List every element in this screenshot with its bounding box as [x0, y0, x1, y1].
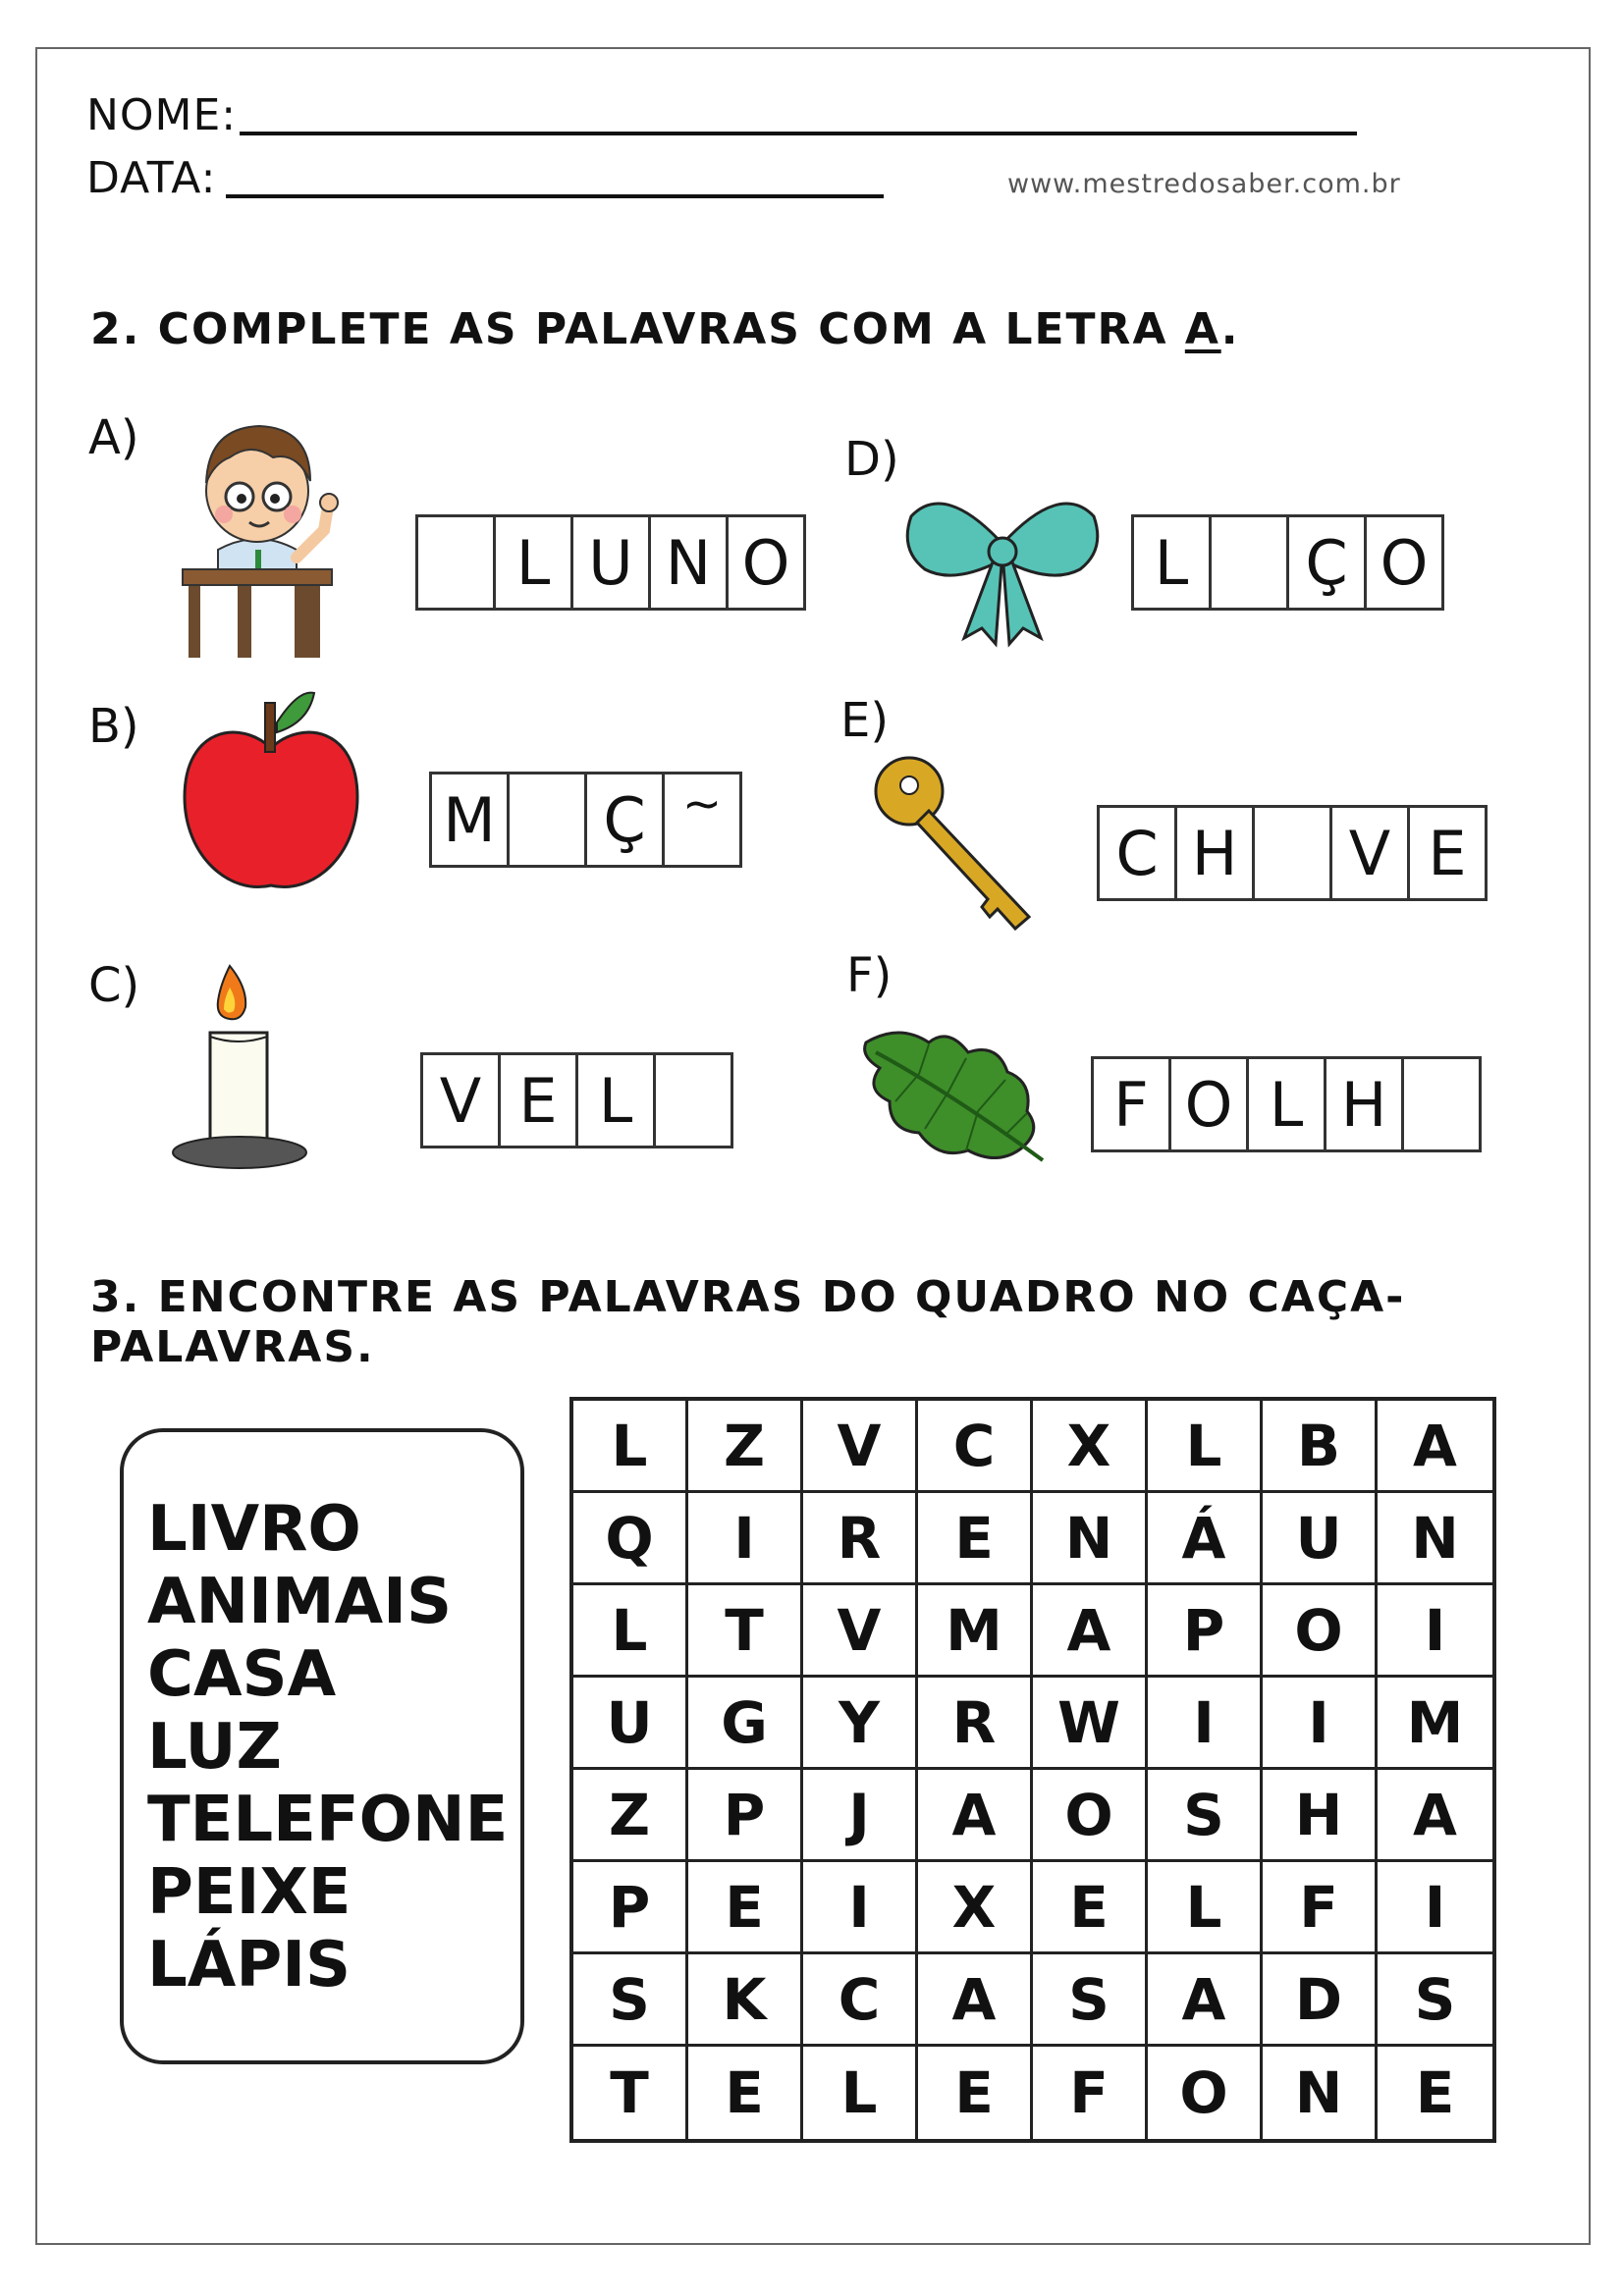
- grid-cell[interactable]: I: [803, 1862, 918, 1954]
- grid-cell[interactable]: I: [688, 1493, 803, 1585]
- grid-cell[interactable]: I: [1263, 1678, 1378, 1770]
- letter-box: C: [1100, 808, 1177, 898]
- grid-cell[interactable]: A: [1378, 1401, 1492, 1493]
- letter-box: L: [1134, 517, 1212, 608]
- letter-box: F: [1094, 1059, 1171, 1149]
- letter-box-blank-with-tilde[interactable]: [665, 774, 739, 865]
- grid-cell[interactable]: A: [1033, 1585, 1148, 1678]
- letter-box-blank[interactable]: [1212, 517, 1289, 608]
- grid-cell[interactable]: I: [1148, 1678, 1263, 1770]
- item-c-letter: C): [88, 958, 140, 1013]
- grid-cell[interactable]: Á: [1148, 1493, 1263, 1585]
- grid-cell[interactable]: T: [573, 2047, 688, 2139]
- letter-box-blank[interactable]: [656, 1055, 731, 1146]
- letter-box: O: [741, 526, 790, 599]
- letter-box: V: [423, 1055, 501, 1146]
- grid-cell[interactable]: U: [573, 1678, 688, 1770]
- grid-cell[interactable]: L: [1148, 1862, 1263, 1954]
- grid-cell[interactable]: O: [1148, 2047, 1263, 2139]
- exercise-3-title: 3. ENCONTRE AS PALAVRAS DO QUADRO NO CAÇA-PALAVRAS.: [90, 1272, 1406, 1372]
- grid-cell[interactable]: A: [918, 1954, 1033, 2047]
- letter-box-blank[interactable]: [1255, 808, 1332, 898]
- item-f-letter: F): [846, 948, 893, 1003]
- grid-cell[interactable]: M: [918, 1585, 1033, 1678]
- letter-box: N: [651, 517, 729, 608]
- grid-cell[interactable]: E: [918, 2047, 1033, 2139]
- grid-cell[interactable]: Q: [573, 1493, 688, 1585]
- exercise-2-title: [90, 304, 1239, 354]
- letter-box: L: [496, 517, 573, 608]
- word-list-item: LIVRO: [147, 1493, 361, 1566]
- red-apple-image: [181, 689, 361, 897]
- exercise-2-title-prefix: 2. COMPLETE AS PALAVRAS COM A LETRA: [90, 304, 1185, 354]
- grid-cell[interactable]: V: [803, 1401, 918, 1493]
- teal-bow-image: [905, 491, 1100, 648]
- exercise-2-title-suffix: .: [1220, 304, 1240, 354]
- word-search-grid: [569, 1397, 1496, 2143]
- grid-cell[interactable]: A: [1148, 1954, 1263, 2047]
- word-list-item: ANIMAIS: [147, 1566, 453, 1638]
- grid-cell[interactable]: Z: [573, 1770, 688, 1862]
- word-list-box: [120, 1428, 524, 2064]
- name-field-line[interactable]: [240, 132, 1357, 135]
- grid-cell[interactable]: S: [1378, 1954, 1492, 2047]
- grid-cell[interactable]: S: [1033, 1954, 1148, 2047]
- grid-cell[interactable]: E: [1033, 1862, 1148, 1954]
- grid-cell[interactable]: S: [573, 1954, 688, 2047]
- word-list-item: TELEFONE: [147, 1784, 509, 1856]
- green-leaf-image: [860, 1023, 1051, 1170]
- grid-cell[interactable]: Y: [803, 1678, 918, 1770]
- grid-cell[interactable]: C: [803, 1954, 918, 2047]
- item-e-letter: E): [840, 693, 890, 748]
- grid-cell[interactable]: D: [1263, 1954, 1378, 2047]
- grid-cell[interactable]: N: [1263, 2047, 1378, 2139]
- grid-cell[interactable]: E: [1415, 2059, 1455, 2126]
- grid-cell[interactable]: G: [688, 1678, 803, 1770]
- letter-box: Ç: [587, 774, 665, 865]
- grid-cell[interactable]: R: [918, 1678, 1033, 1770]
- letter-box-blank[interactable]: [418, 517, 496, 608]
- grid-cell[interactable]: L: [573, 1401, 688, 1493]
- word-list-item: CASA: [147, 1638, 337, 1711]
- grid-cell[interactable]: A: [918, 1770, 1033, 1862]
- letter-box: L: [578, 1055, 656, 1146]
- word-boxes-a: [415, 514, 806, 611]
- grid-cell[interactable]: S: [1148, 1770, 1263, 1862]
- date-field-line[interactable]: [226, 194, 884, 198]
- grid-cell[interactable]: C: [918, 1401, 1033, 1493]
- letter-box: H: [1177, 808, 1255, 898]
- grid-cell[interactable]: E: [918, 1493, 1033, 1585]
- letter-box: V: [1332, 808, 1410, 898]
- grid-cell[interactable]: P: [1148, 1585, 1263, 1678]
- item-b-letter: B): [88, 699, 139, 754]
- candle-image: [169, 958, 314, 1172]
- grid-cell[interactable]: J: [803, 1770, 918, 1862]
- grid-cell[interactable]: O: [1263, 1585, 1378, 1678]
- grid-cell[interactable]: L: [803, 2047, 918, 2139]
- grid-cell[interactable]: N: [1378, 1493, 1492, 1585]
- exercise-2-title-letter: A: [1184, 304, 1221, 354]
- word-list-item: LÁPIS: [147, 1929, 352, 2002]
- word-boxes-c: [420, 1052, 733, 1148]
- grid-cell[interactable]: P: [688, 1770, 803, 1862]
- grid-cell[interactable]: I: [1378, 1862, 1492, 1954]
- word-list-item: LUZ: [147, 1711, 282, 1784]
- word-boxes-d: [1131, 514, 1444, 611]
- grid-cell[interactable]: O: [1033, 1770, 1148, 1862]
- grid-cell[interactable]: Z: [688, 1401, 803, 1493]
- letter-box: E: [1428, 817, 1467, 889]
- grid-cell[interactable]: H: [1263, 1770, 1378, 1862]
- tilde-mark: ~: [681, 776, 723, 831]
- letter-box: Ç: [1289, 517, 1367, 608]
- website-url: www.mestredosaber.com.br: [1007, 169, 1401, 199]
- word-list-item: PEIXE: [147, 1856, 352, 1929]
- grid-cell[interactable]: U: [1263, 1493, 1378, 1585]
- golden-key-image: [868, 750, 1041, 936]
- grid-cell[interactable]: V: [803, 1585, 918, 1678]
- item-d-letter: D): [844, 432, 899, 487]
- grid-cell[interactable]: L: [573, 1585, 688, 1678]
- letter-box: M: [432, 774, 510, 865]
- word-boxes-f: [1091, 1056, 1482, 1152]
- letter-box-blank[interactable]: [510, 774, 587, 865]
- grid-cell[interactable]: F: [1263, 1862, 1378, 1954]
- letter-box-blank[interactable]: [1404, 1059, 1479, 1149]
- letter-box: O: [1171, 1059, 1249, 1149]
- grid-cell[interactable]: N: [1033, 1493, 1148, 1585]
- letter-box: L: [1249, 1059, 1326, 1149]
- grid-cell[interactable]: I: [1378, 1585, 1492, 1678]
- letter-box: H: [1326, 1059, 1404, 1149]
- word-boxes-e: [1097, 805, 1488, 901]
- letter-box: E: [501, 1055, 578, 1146]
- grid-cell[interactable]: P: [573, 1862, 688, 1954]
- grid-cell[interactable]: M: [1378, 1678, 1492, 1770]
- boy-at-desk-image: [179, 412, 346, 664]
- grid-cell[interactable]: X: [1033, 1401, 1148, 1493]
- grid-cell[interactable]: B: [1263, 1401, 1378, 1493]
- grid-cell[interactable]: X: [918, 1862, 1033, 1954]
- grid-cell[interactable]: T: [688, 1585, 803, 1678]
- grid-cell[interactable]: R: [803, 1493, 918, 1585]
- grid-cell[interactable]: L: [1148, 1401, 1263, 1493]
- word-boxes-b: [429, 772, 742, 868]
- grid-cell[interactable]: W: [1033, 1678, 1148, 1770]
- item-a-letter: A): [88, 410, 139, 465]
- grid-cell[interactable]: A: [1378, 1770, 1492, 1862]
- grid-cell[interactable]: E: [688, 1862, 803, 1954]
- letter-box: O: [1380, 526, 1429, 599]
- grid-cell[interactable]: K: [688, 1954, 803, 2047]
- letter-box: U: [573, 517, 651, 608]
- date-label: DATA:: [86, 153, 217, 203]
- name-label: NOME:: [86, 90, 238, 140]
- grid-cell[interactable]: F: [1033, 2047, 1148, 2139]
- grid-cell[interactable]: E: [688, 2047, 803, 2139]
